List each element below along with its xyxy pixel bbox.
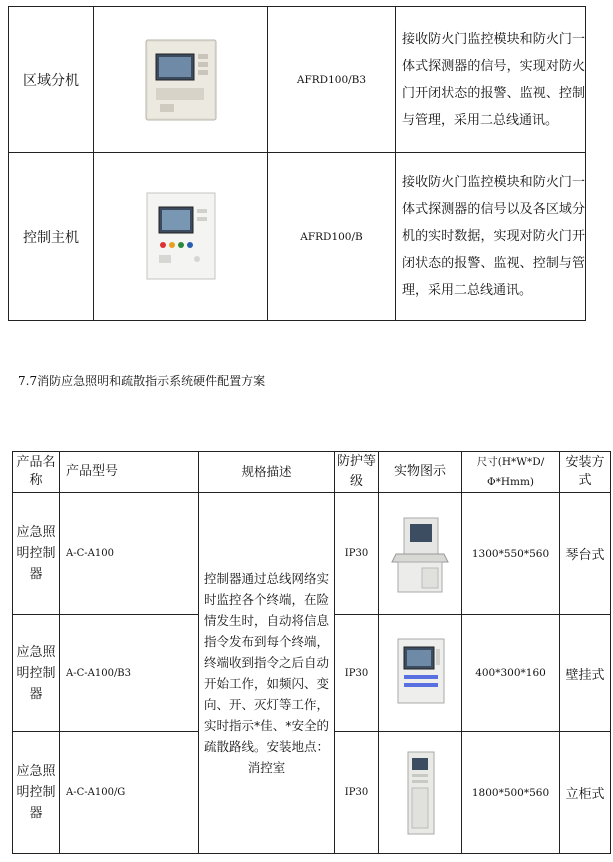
protection-level: IP30 — [335, 615, 379, 732]
table-row — [13, 493, 611, 615]
protection-level: IP30 — [335, 732, 379, 854]
header-name: 产品名称 — [13, 452, 60, 493]
section-title: 7.7消防应急照明和疏散指示系统硬件配置方案 — [18, 374, 266, 388]
product-name: 应急照明控制器 — [13, 615, 60, 732]
table-header-row — [13, 452, 611, 493]
console-controller-image — [386, 514, 454, 594]
device-name: 区域分机 — [9, 7, 94, 153]
product-photo-cell — [379, 615, 462, 732]
product-name: 应急照明控制器 — [13, 493, 60, 615]
product-model: A-C-A100 — [60, 493, 199, 615]
header-photo: 实物图示 — [379, 452, 462, 493]
device-model: AFRD100/B — [268, 153, 396, 321]
header-size: 尺寸(H*W*D/Φ*Hmm) — [462, 452, 560, 493]
table-row — [9, 7, 586, 153]
header-protection: 防护等级 — [335, 452, 379, 493]
protection-level: IP30 — [335, 493, 379, 615]
header-model: 产品型号 — [60, 452, 199, 493]
control-host-image — [141, 191, 221, 283]
device-description: 接收防火门监控模块和防火门一体式探测器的信号，实现对防火门开闭状态的报警、监视、控制与管理，采用二总线通讯。 — [396, 7, 586, 153]
device-model: AFRD100/B3 — [268, 7, 396, 153]
table-row — [9, 153, 586, 321]
product-model: A-C-A100/B3 — [60, 615, 199, 732]
device-name: 控制主机 — [9, 153, 94, 321]
spec-description: 控制器通过总线网络实时监控各个终端，在险情发生时，自动将信息指令发布到每个终端，终端收到指令之后自动开始工作，如频闪、变向、开、灭灯等工作，实时指示*佳、*安全的疏散路线。安装地点：消控室 — [199, 493, 335, 854]
product-photo-cell — [379, 493, 462, 615]
product-name: 应急照明控制器 — [13, 732, 60, 854]
emergency-lighting-table — [12, 451, 611, 854]
wall-controller-image — [386, 633, 454, 713]
device-image-cell — [94, 7, 268, 153]
regional-panel-image — [136, 34, 226, 126]
cabinet-controller-image — [386, 748, 454, 838]
header-spec: 规格描述 — [199, 452, 335, 493]
install-method: 壁挂式 — [560, 615, 611, 732]
device-table — [8, 6, 586, 321]
install-method: 立柜式 — [560, 732, 611, 854]
product-photo-cell — [379, 732, 462, 854]
install-method: 琴台式 — [560, 493, 611, 615]
device-description: 接收防火门监控模块和防火门一体式探测器的信号以及各区域分机的实时数据，实现对防火门开闭状态的报警、监视、控制与管理，采用二总线通讯。 — [396, 153, 586, 321]
product-size: 400*300*160 — [462, 615, 560, 732]
device-image-cell — [94, 153, 268, 321]
header-install: 安装方式 — [560, 452, 611, 493]
product-model: A-C-A100/G — [60, 732, 199, 854]
product-size: 1300*550*560 — [462, 493, 560, 615]
product-size: 1800*500*560 — [462, 732, 560, 854]
